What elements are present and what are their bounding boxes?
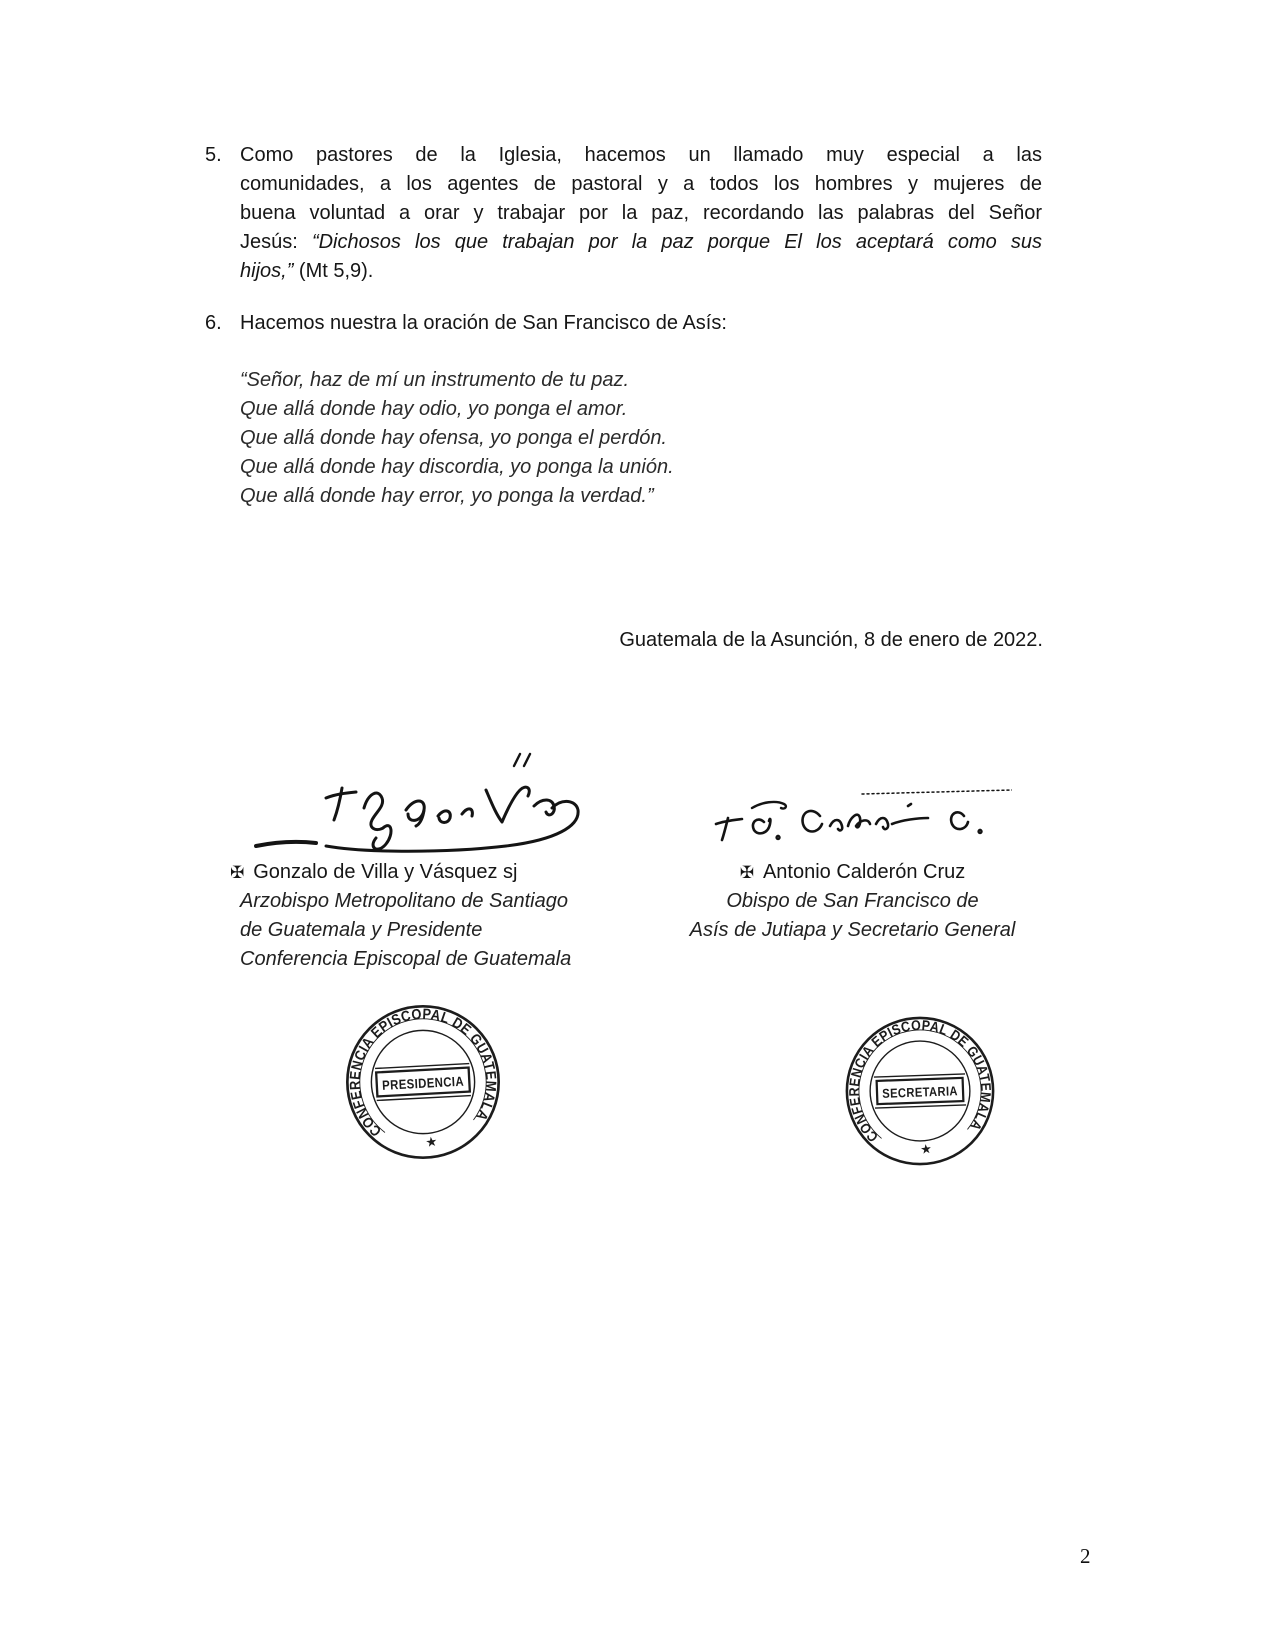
handwritten-signature-left <box>246 746 586 866</box>
star-icon: ★ <box>424 1133 439 1151</box>
list-item-5 <box>205 141 1042 286</box>
presidencia-seal <box>334 993 512 1171</box>
role-line: de Guatemala y Presidente <box>240 919 483 941</box>
item-number: 6. <box>205 312 222 334</box>
role-line: Obispo de San Francisco de <box>726 890 979 912</box>
text-line: buena voluntad a orar y trabajar por la paz, recordando las palabras del Señor <box>240 202 1042 224</box>
role-line: Asís de Jutiapa y Secretario General <box>689 919 1016 941</box>
item-number: 5. <box>205 144 222 166</box>
text-line: comunidades, a los agentes de pastoral y a todos los hombres y mujeres de <box>240 173 1042 195</box>
secretaria-seal <box>834 1005 1006 1177</box>
prayer-text <box>240 366 674 511</box>
seal-label: PRESIDENCIA <box>381 1072 479 1093</box>
prayer-line: Que allá donde hay ofensa, yo ponga el perdón. <box>240 427 667 449</box>
signer-block-right <box>655 858 1050 945</box>
svg-text:CONFERENCIA EPISCOPAL DE GUATE: CONFERENCIA EPISCOPAL DE GUATEMALA <box>846 1017 994 1145</box>
star-icon: ★ <box>919 1140 933 1158</box>
episcopal-cross-icon: ✠ <box>230 863 245 882</box>
text-line: hijos,” (Mt 5,9). <box>240 260 374 282</box>
item-text <box>240 141 1042 286</box>
episcopal-cross-icon: ✠ <box>739 863 754 882</box>
signer-name: ✠ Antonio Calderón Cruz <box>739 861 966 883</box>
handwritten-signature-right <box>712 772 1012 857</box>
prayer-line: Que allá donde hay discordia, yo ponga la unión. <box>240 456 674 478</box>
prayer-line: “Señor, haz de mí un instrumento de tu paz. <box>240 369 630 391</box>
signer-block-left <box>230 858 660 974</box>
role-line: Arzobispo Metropolitano de Santiago <box>240 890 568 912</box>
svg-text:CONFERENCIA EPISCOPAL DE GUATE: CONFERENCIA EPISCOPAL DE GUATEMALA <box>347 1006 499 1139</box>
prayer-line: Que allá donde hay odio, yo ponga el amor. <box>240 398 628 420</box>
role-line: Conferencia Episcopal de Guatemala <box>240 948 572 970</box>
dateline: Guatemala de la Asunción, 8 de enero de 2022. <box>619 629 1043 651</box>
page-number: 2 <box>1080 1544 1091 1568</box>
signer-name: ✠ Gonzalo de Villa y Vásquez sj <box>230 861 518 883</box>
signer-roles <box>240 887 660 974</box>
text-line: Jesús: “Dichosos los que trabajan por la paz porque El los aceptará como sus <box>240 231 1043 253</box>
signer-roles <box>655 887 1050 945</box>
text-line: Como pastores de la Iglesia, hacemos un llamado muy especial a las <box>240 144 1042 166</box>
seal-label: SECRETARIA <box>881 1082 970 1101</box>
item-text <box>240 309 1042 338</box>
prayer-line: Que allá donde hay error, yo ponga la verdad.” <box>240 485 654 507</box>
list-item-6 <box>205 309 1042 338</box>
text-line: Hacemos nuestra la oración de San Francisco de Asís: <box>240 312 727 334</box>
